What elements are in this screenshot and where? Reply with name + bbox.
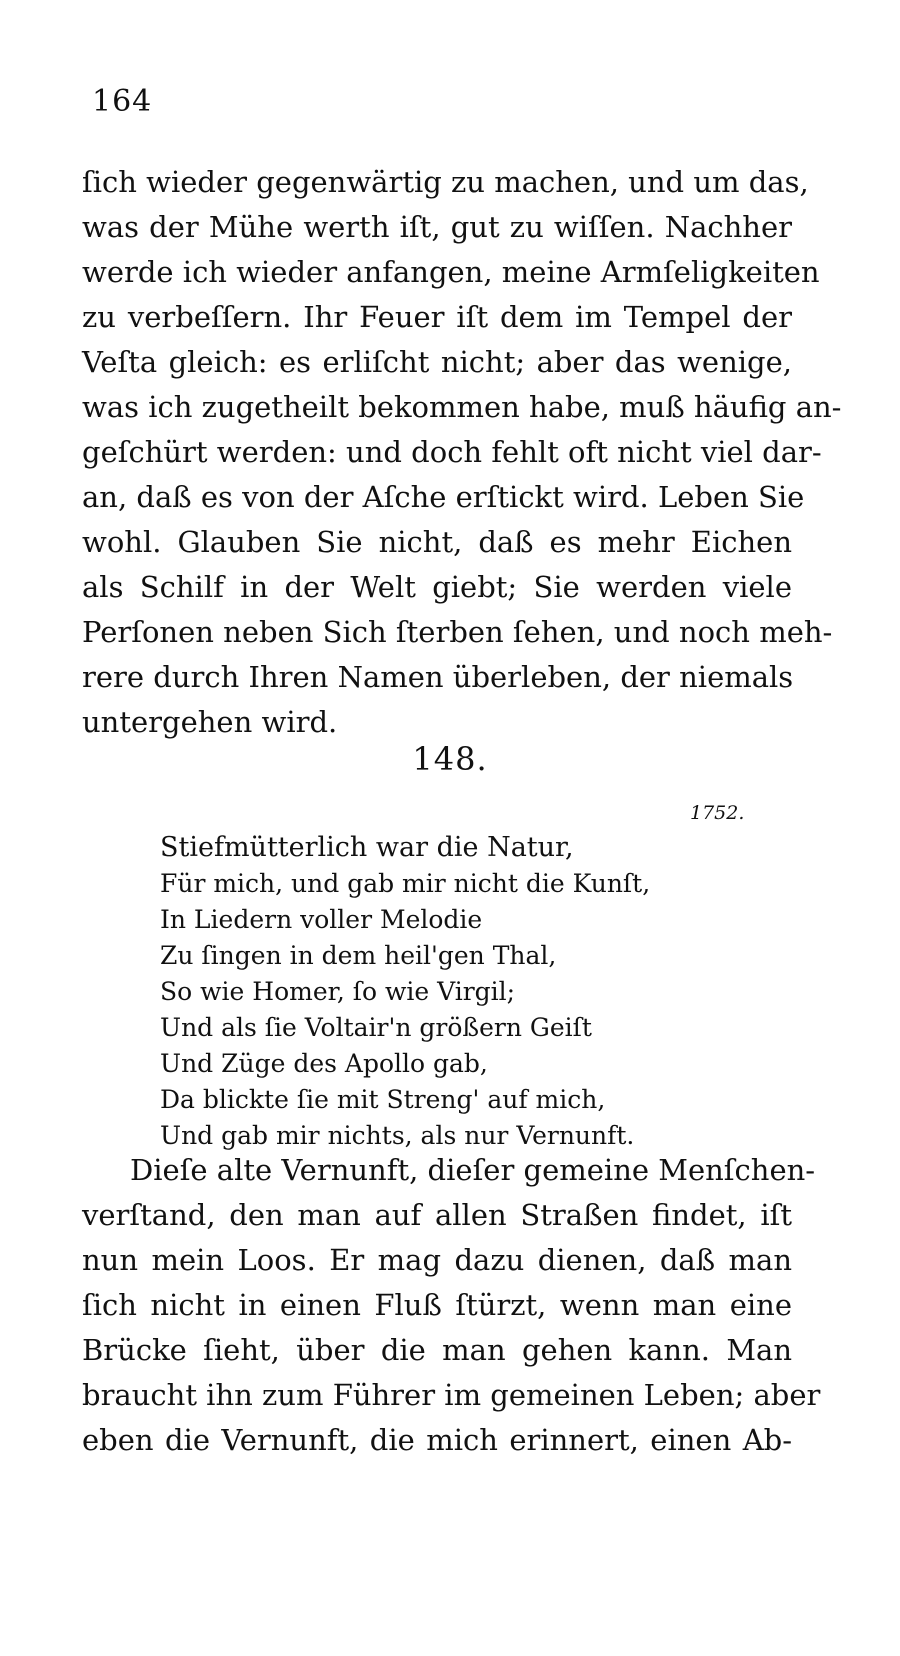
poem-verse: Und Züge des Apollo gab, <box>160 1049 488 1078</box>
poem-verse: Und als ſie Voltair'n größern Geiſt <box>160 1013 592 1042</box>
poem <box>160 830 760 1154</box>
poem-verse: Da blickte ſie mit Streng' auf mich, <box>160 1085 606 1114</box>
prose-block-top <box>82 160 842 745</box>
text-line: ſich nicht in einen Fluß ſtürzt, wenn man eine <box>82 1288 792 1322</box>
text-line: nun mein Loos. Er mag dazu dienen, daß man <box>82 1243 792 1277</box>
text-line: eben die Vernunft, die mich erinnert, einen Ab- <box>82 1423 792 1457</box>
poem-verse: Stiefmütterlich war die Natur, <box>160 832 574 863</box>
text-line: braucht ihn zum Führer im gemeinen Leben; aber <box>82 1378 821 1412</box>
letter-number: 148. <box>412 740 488 778</box>
text-line: rere durch Ihren Namen überleben, der niemals <box>82 660 794 694</box>
poem-verse: So wie Homer, ſo wie Virgil; <box>160 977 516 1006</box>
letter-date: 1752. <box>690 802 745 824</box>
poem-verse: In Liedern voller Melodie <box>160 905 483 934</box>
text-line: ſich wieder gegenwärtig zu machen, und um das, <box>82 165 809 199</box>
text-line: an, daß es von der Aſche erſtickt wird. Leben Sie <box>82 480 805 514</box>
text-line: was ich zugetheilt bekommen habe, muß häufig an- <box>82 390 842 424</box>
text-line: was der Mühe werth iſt, gut zu wiſſen. Nachher <box>82 210 792 244</box>
prose-block-bottom <box>82 1148 821 1463</box>
text-line: werde ich wieder anfangen, meine Armſeligkeiten <box>82 255 820 289</box>
text-line: zu verbeſſern. Ihr Feuer iſt dem im Tempel der <box>82 300 792 334</box>
text-line: Dieſe alte Vernunft, dieſer gemeine Menſchen- <box>130 1153 816 1187</box>
text-line: Brücke ſieht, über die man gehen kann. Man <box>82 1333 792 1367</box>
poem-verse: Zu ſingen in dem heil'gen Thal, <box>160 941 557 970</box>
text-line: als Schilf in der Welt giebt; Sie werden viele <box>82 570 792 604</box>
text-line: wohl. Glauben Sie nicht, daß es mehr Eichen <box>82 525 792 559</box>
text-line: verſtand, den man auf allen Straßen findet, iſt <box>82 1198 792 1232</box>
text-line: geſchürt werden: und doch fehlt oft nicht viel dar- <box>82 435 822 469</box>
page-number: 164 <box>92 84 153 119</box>
text-line: untergehen wird. <box>82 705 338 739</box>
text-line: Perſonen neben Sich ſterben ſehen, und noch meh- <box>82 615 833 649</box>
poem-verse: Und gab mir nichts, als nur Vernunft. <box>160 1121 635 1150</box>
poem-verse: Für mich, und gab mir nicht die Kunſt, <box>160 869 651 898</box>
text-line: Veſta gleich: es erliſcht nicht; aber das wenige, <box>82 345 792 379</box>
